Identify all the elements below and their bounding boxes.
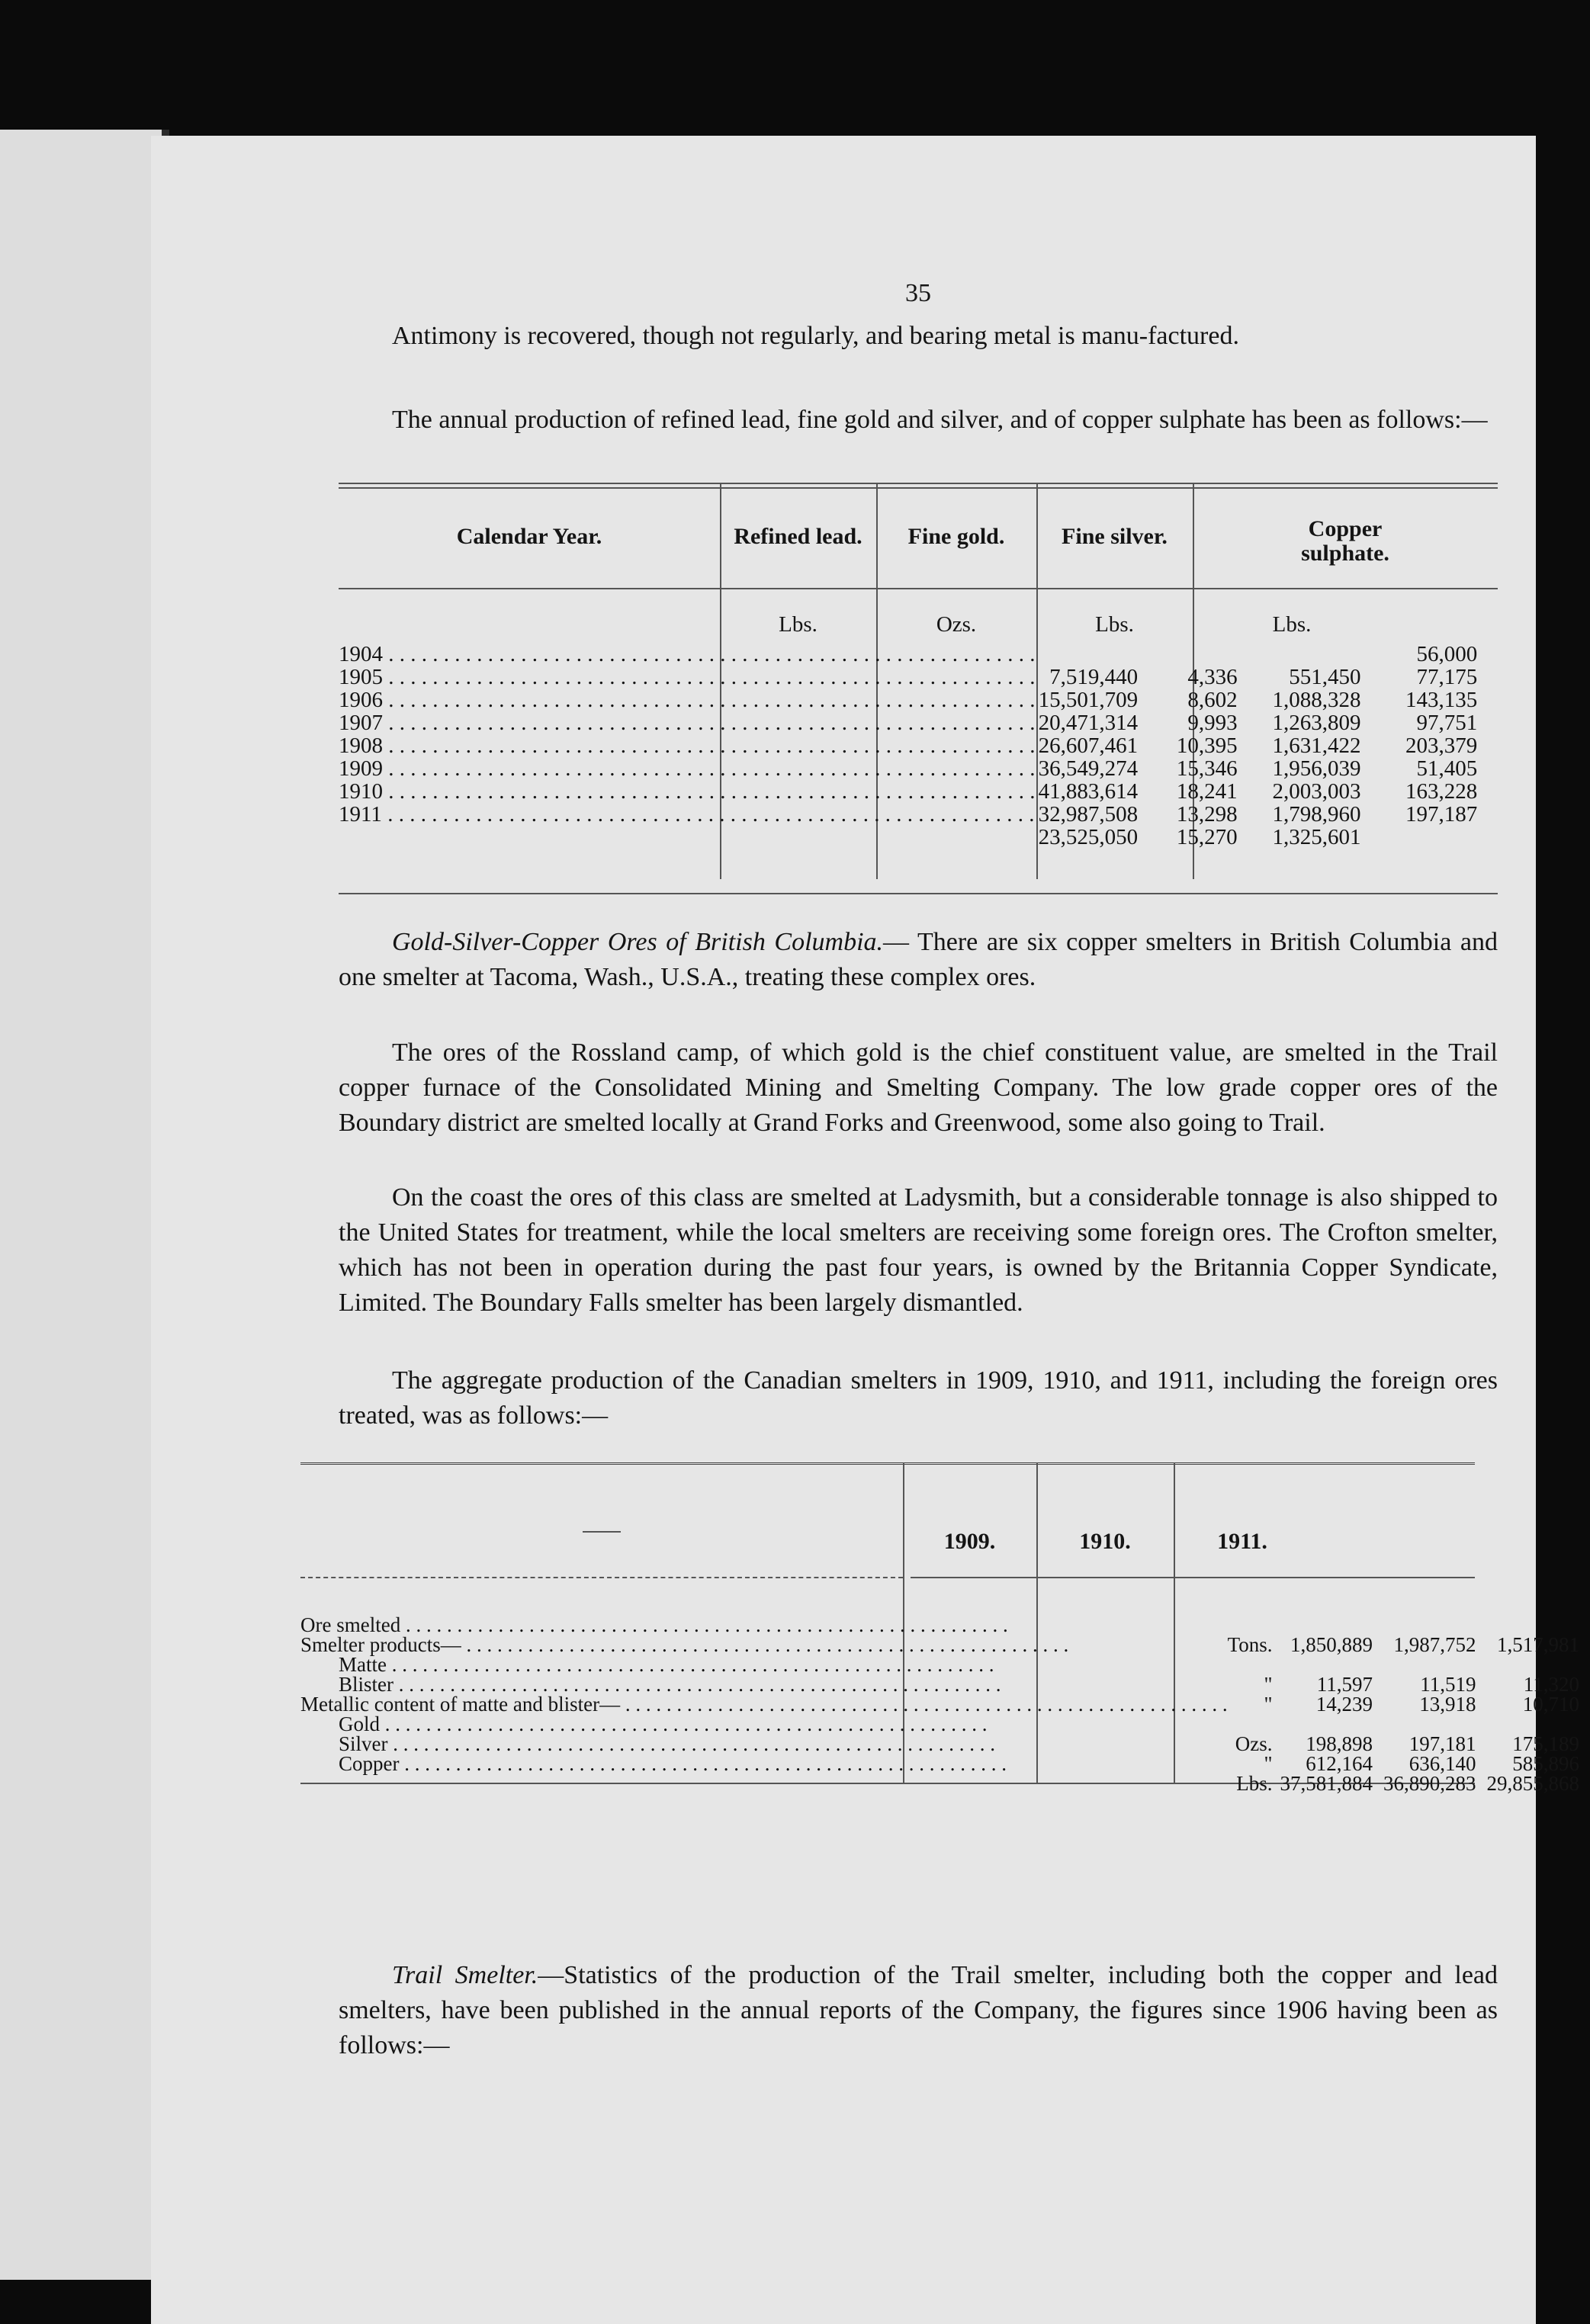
production-table [339,483,1498,910]
paragraph-antimony [339,319,1498,354]
cell-item: Silver . . . [300,1734,1228,1754]
table-row [339,643,1498,666]
page-number: 35 [905,279,931,307]
cell-year: 1904 . . . [339,643,1036,666]
cell-1911: 29,855,868 [1486,1772,1579,1795]
cell-unit [1228,1655,1280,1674]
cell-copper-sulphate: 56,000 [1416,642,1478,666]
cell-refined-lead: 41,883,614 [1038,779,1139,804]
col-header-1910: 1910. [1079,1529,1131,1554]
cell-1911 [1487,1714,1590,1734]
smelter-table [300,1462,1579,1859]
paragraph-antimony-text: Antimony is recovered, though not regularly, and bearing metal is manu-factured. [392,322,1239,350]
cell-item: Blister . . . [300,1674,1228,1694]
cell-year: 1906 . . . [339,689,1036,711]
paragraph-annual-production-text: The annual production of refined lead, fine gold and silver, and of copper sulphate has been as follows:— [392,406,1488,434]
cell-copper-sulphate: 97,751 [1416,711,1478,735]
cell-fine-gold: 15,270 [1176,825,1238,849]
cell-fine-gold: 18,241 [1176,779,1238,804]
cell-fine-gold: 15,346 [1176,756,1238,781]
cell-copper-sulphate: 51,405 [1416,756,1478,781]
unit-lead: Lbs. [779,612,817,637]
table2-header-rule [300,1577,903,1578]
cell-year: 1911 . . . [339,803,1036,826]
paragraph-aggregate-text: The aggregate production of the Canadian smelters in 1909, 1910, and 1911, including the foreign ores treated, was as follows:— [339,1366,1498,1430]
cell-year: 1909 . . . [339,757,1036,780]
unit-silver: Lbs. [1095,612,1134,637]
cell-item: Gold . . . [300,1714,1228,1734]
table-row [339,803,1498,826]
cell-1909: 1,850,889 [1290,1633,1373,1656]
table-row [300,1714,1590,1734]
cell-1909 [1280,1655,1384,1674]
cell-fine-silver: 1,631,422 [1272,733,1361,758]
col-header-year: Calendar Year. [456,524,602,549]
paragraph-rossland-text: The ores of the Rossland camp, of which gold is the chief constituent value, are smelted in the Trail copper furnace of the Consolidated Mining and Smelting Company. The low grade copper ores of the Boundary district are smelted locally at Grand Forks and Greenwood, some also going to Trail. [339,1038,1498,1137]
cell-fine-silver: 1,088,328 [1272,688,1361,712]
col-header-copper: Copper sulphate. [1301,516,1389,566]
cell-1910 [1383,1615,1487,1635]
table-row [300,1773,1590,1793]
scanned-page [151,136,1579,2324]
paragraph-aggregate [339,1363,1498,1433]
cell-1909 [1280,1615,1384,1635]
paragraph-trail-smelter-text: —Statistics of the production of the Trail smelter, including both the copper and lead smelters, have been published in the annual reports of the Company, the figures since 1906 having been as follows:— [339,1961,1498,2059]
cell-1910: 11,519 [1420,1673,1476,1696]
cell-1909: 612,164 [1306,1752,1373,1775]
cell-refined-lead: 20,471,314 [1038,711,1139,735]
table-row [300,1674,1590,1694]
cell-item: Ore smelted . . . [300,1615,1228,1635]
cell-fine-silver: 1,325,601 [1272,825,1361,849]
unit-gold: Ozs. [936,612,977,637]
cell-1910: 197,181 [1409,1732,1476,1755]
cell-refined-lead: 15,501,709 [1038,688,1139,712]
table-bottom-rule [339,893,1498,894]
cell-unit: " [1264,1752,1273,1775]
cell-1909: 37,581,884 [1280,1772,1373,1795]
cell-fine-gold: 8,602 [1187,688,1238,712]
col-header-1909: 1909. [943,1529,996,1554]
paragraph-coast [339,1180,1498,1321]
table2-top-rule [300,1462,1475,1465]
col-header-1911: 1911. [1217,1529,1267,1554]
cell-1910: 13,918 [1419,1693,1476,1716]
cell-1911: 10,710 [1522,1693,1579,1716]
smelter-table-body [300,1615,1590,1793]
cell-fine-gold: 13,298 [1176,802,1238,827]
unit-copper: Lbs. [1272,612,1312,637]
cell-refined-lead: 23,525,050 [1038,825,1139,849]
table-row [300,1694,1590,1714]
cell-year: 1908 . . . [339,734,1036,757]
cell-1911: 1,517,981 [1497,1633,1579,1656]
cell-unit [1228,1615,1280,1635]
cell-1909: 14,239 [1315,1693,1373,1716]
cell-year: 1907 . . . [339,711,1036,734]
table-top-rule-2 [339,487,1498,489]
paragraph-gold-silver-copper-text: — There are six copper smelters in British Columbia and one smelter at Tacoma, Wash., U.S.A., treating these complex ores. [339,928,1498,991]
cell-copper-sulphate: 77,175 [1416,665,1478,689]
cell-refined-lead: 26,607,461 [1038,733,1139,758]
table-top-rule [339,483,1498,484]
cell-copper-sulphate [1391,826,1485,849]
header-rule [339,588,1498,589]
section-heading-trail-smelter: Trail Smelter. [392,1961,538,1989]
cell-1909: 11,597 [1316,1673,1373,1696]
table-row [300,1734,1590,1754]
cell-item: Copper . . . [300,1754,1228,1773]
cell-fine-gold: 10,395 [1176,733,1238,758]
left-page-edge [0,130,169,2280]
table-row [300,1754,1590,1773]
cell-fine-silver: 1,798,960 [1272,802,1361,827]
cell-1911: 175,189 [1512,1732,1579,1755]
paragraph-coast-text: On the coast the ores of this class are smelted at Ladysmith, but a considerable tonnage is also shipped to the United States for treatment, while the local smelters are receiving some foreign ores. The Crofton smelter, which has not been in operation during the past four years, is owned by the Britannia Copper Syndicate, Limited. The Boundary Falls smelter has been largely dismantled. [339,1183,1498,1317]
cell-1911: 11,320 [1523,1673,1579,1696]
cell-fine-silver [1268,643,1392,666]
paragraph-rossland [339,1035,1498,1141]
cell-1910 [1383,1714,1487,1734]
production-table-body [339,643,1498,849]
cell-fine-silver: 1,263,809 [1272,711,1361,735]
cell-fine-gold: 9,993 [1187,711,1238,735]
table-row [339,780,1498,803]
cell-unit: " [1264,1693,1273,1716]
table-row [300,1655,1590,1674]
cell-item: Smelter products— . . . [300,1635,1228,1655]
cell-year: 1905 . . . [339,666,1036,689]
cell-unit: Tons. [1227,1633,1273,1656]
cell-year [339,826,1036,849]
cell-refined-lead: 32,987,508 [1038,802,1139,827]
table-row [339,826,1498,849]
cell-unit [1228,1714,1280,1734]
cell-unit: Ozs. [1235,1732,1273,1755]
cell-copper-sulphate: 203,379 [1405,733,1478,758]
cell-1910 [1383,1655,1487,1674]
paragraph-annual-production [339,403,1498,438]
cell-refined-lead: 36,549,274 [1038,756,1139,781]
paragraph-gold-silver-copper [339,925,1498,995]
section-heading-gold-silver-copper: Gold-Silver-Copper Ores of British Columbia. [392,928,884,956]
col-header-gold: Fine gold. [907,524,1005,549]
cell-1909: 198,898 [1306,1732,1373,1755]
cell-1909 [1280,1714,1384,1734]
cell-1910: 36,890,283 [1383,1772,1476,1795]
table-row [300,1615,1590,1635]
cell-1910: 1,987,752 [1393,1633,1476,1656]
cell-refined-lead: 7,519,440 [1049,665,1139,689]
cell-1911 [1487,1655,1590,1674]
table-row [339,757,1498,780]
cell-item [300,1773,1228,1793]
cell-1911 [1487,1615,1590,1635]
cell-1910: 636,140 [1409,1752,1476,1775]
table-row [339,734,1498,757]
cell-unit: " [1264,1673,1273,1696]
cell-copper-sulphate: 197,187 [1405,802,1478,827]
cell-fine-silver: 1,956,039 [1272,756,1361,781]
paragraph-trail-smelter [339,1958,1498,2063]
table-row [300,1635,1590,1655]
table-row [339,666,1498,689]
cell-unit: Lbs. [1236,1772,1273,1795]
cell-copper-sulphate: 143,135 [1405,688,1478,712]
table-row [339,689,1498,711]
cell-item: Matte . . . [300,1655,1228,1674]
col-header-lead: Refined lead. [734,524,862,549]
cell-fine-gold [1168,643,1268,666]
cell-copper-sulphate: 163,228 [1405,779,1478,804]
table2-header-rule [911,1577,1475,1578]
cell-fine-silver: 2,003,003 [1272,779,1361,804]
cell-year: 1910 . . . [339,780,1036,803]
col-header-silver: Fine silver. [1062,524,1168,549]
cell-refined-lead [1036,643,1169,666]
cell-1911: 585,896 [1512,1752,1579,1775]
table2-dash [583,1531,621,1533]
cell-fine-silver: 551,450 [1289,665,1361,689]
cell-fine-gold: 4,336 [1187,665,1238,689]
table-row [339,711,1498,734]
cell-item: Metallic content of matte and blister— . . . [300,1694,1228,1714]
